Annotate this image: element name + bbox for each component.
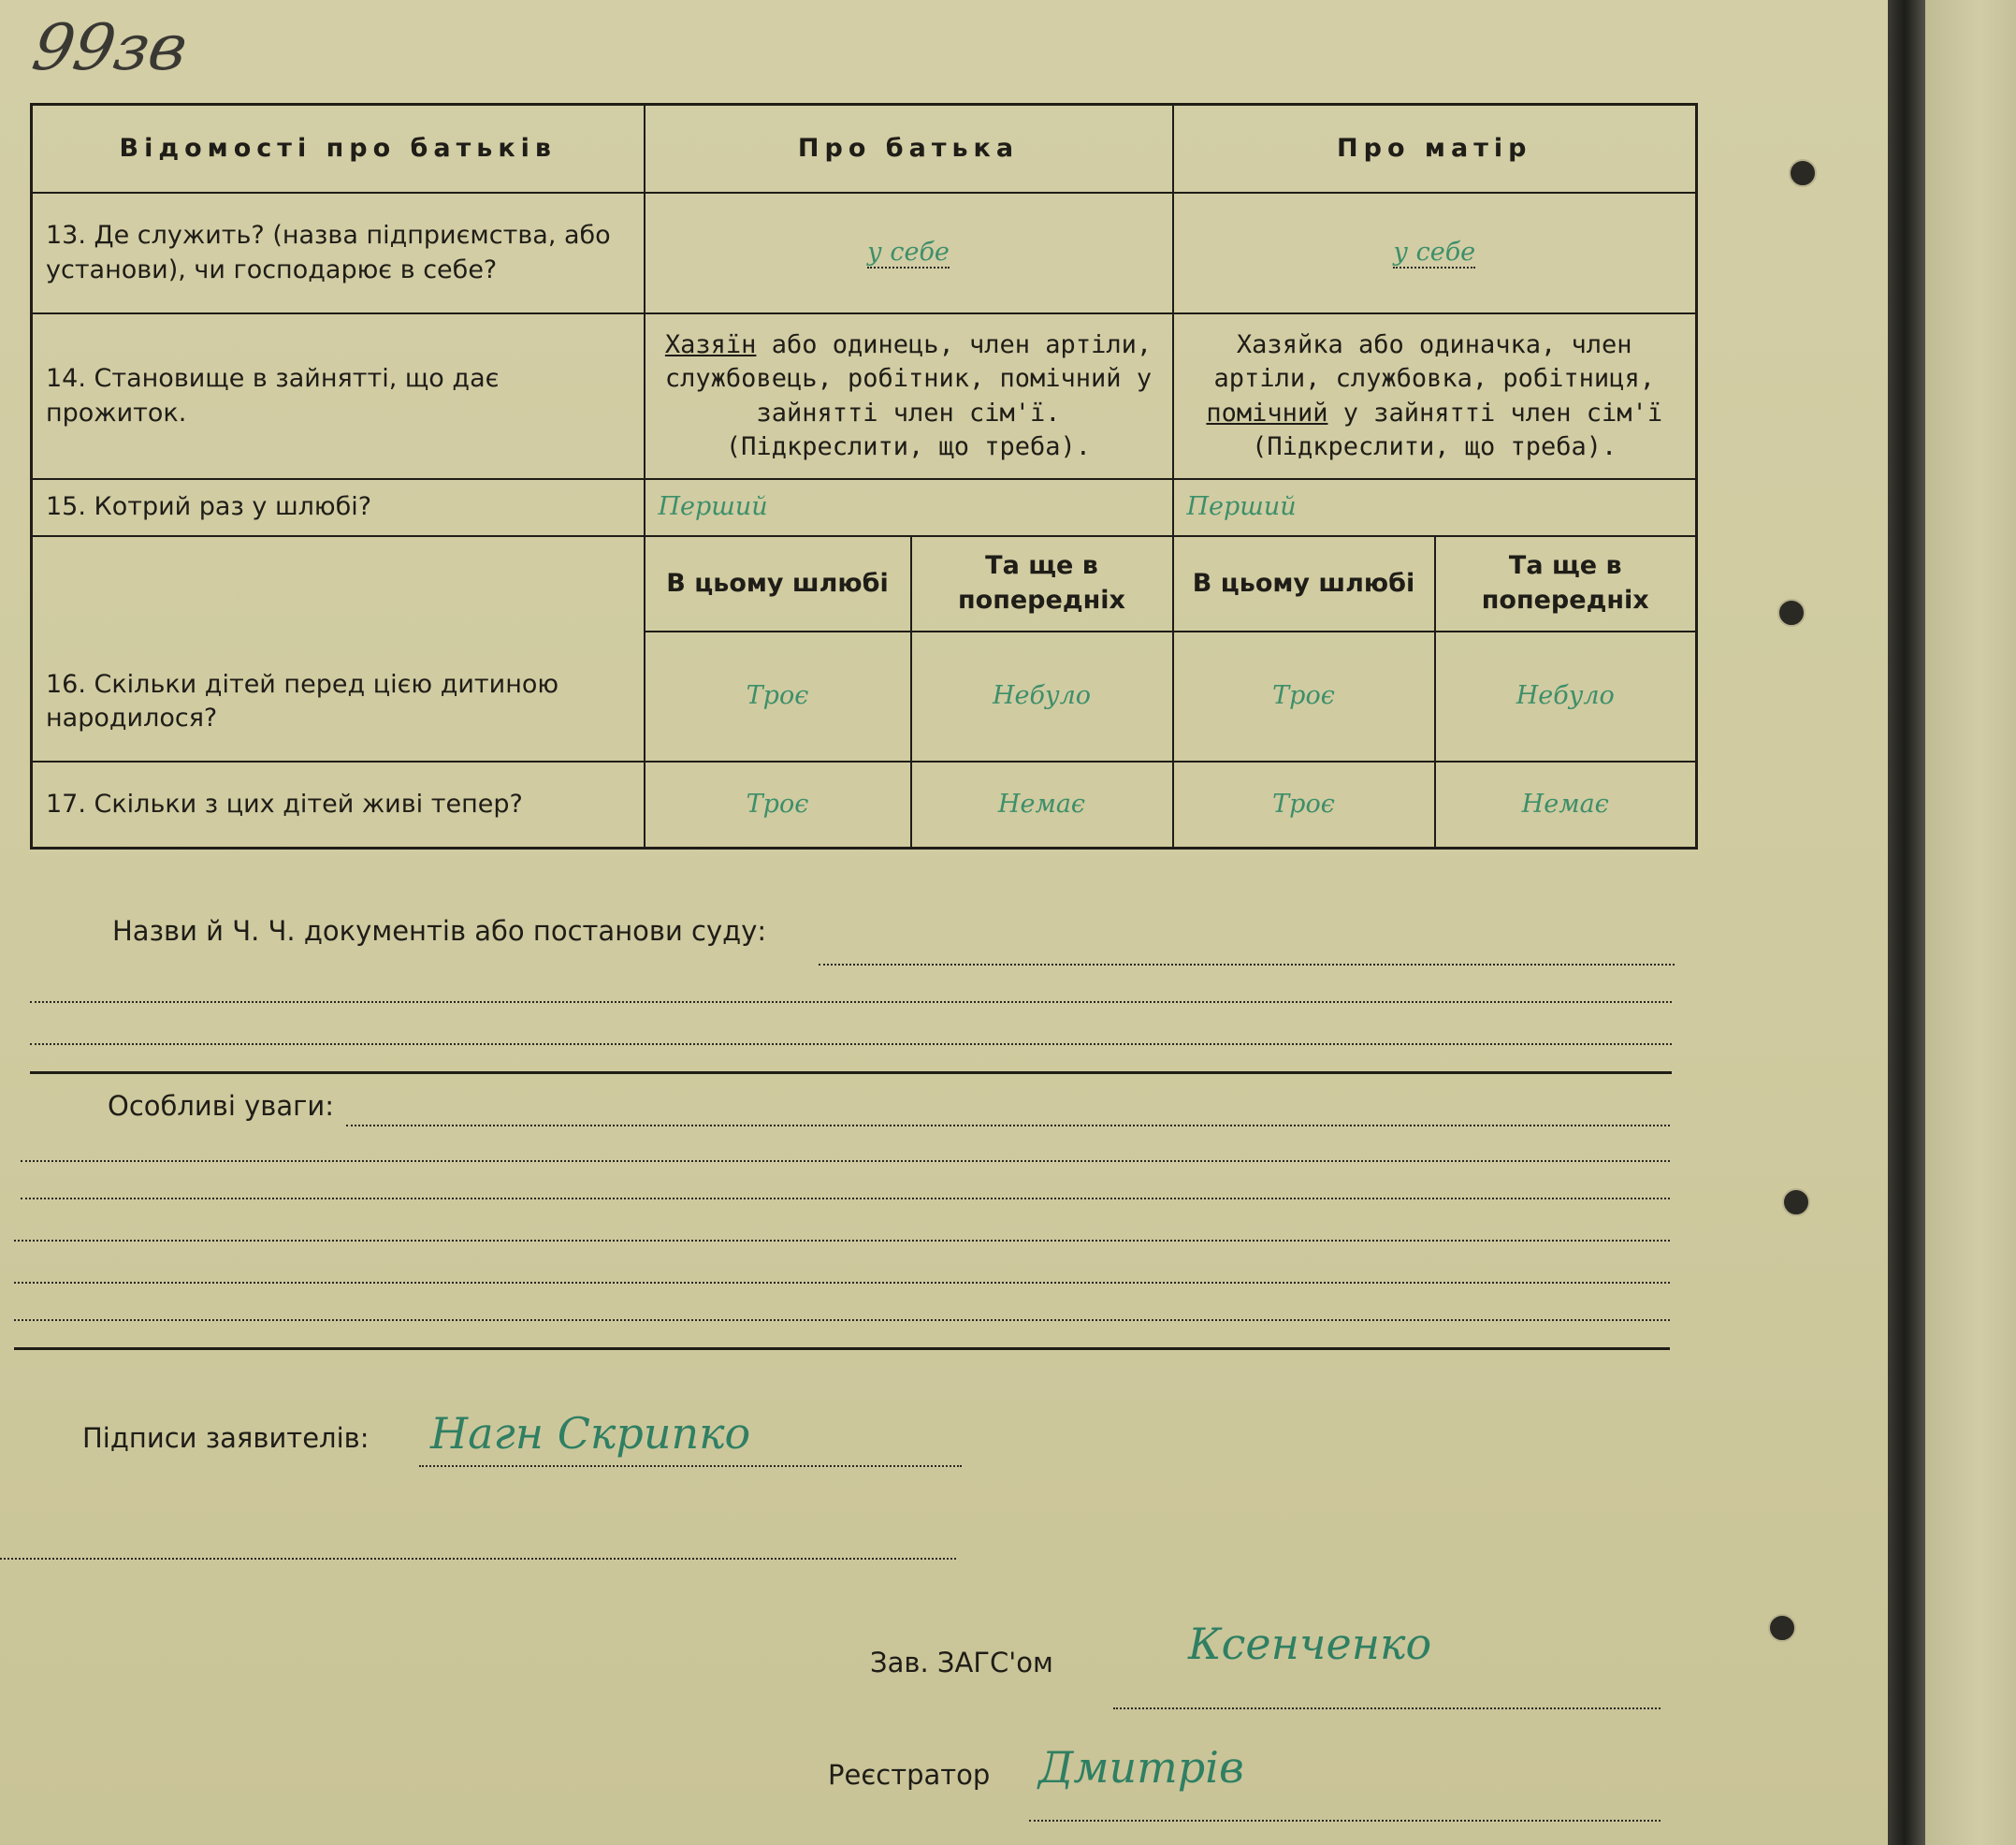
archive-page-number: 99зв [27,11,194,85]
notes-line [346,1125,1670,1126]
answer-16-father-prev: Небуло [911,632,1173,762]
answer-15-father: Перший [645,479,1173,536]
options-mother-rest: у зайнятті член сім'ї (Підкреслити, що треба). [1252,398,1663,462]
punch-hole [1768,1614,1796,1642]
answer-13-father [645,193,1173,313]
answer-14-father [645,313,1173,479]
registrar-signature: Дмитрів [1038,1742,1244,1793]
section-divider-2 [14,1347,1670,1350]
table-header-row [32,105,1697,194]
underlined-option-father: Хазяїн [664,329,757,359]
punch-hole [1777,599,1806,627]
applicant-signature: Нагн Скрипко [430,1408,751,1459]
answer-13-mother [1173,193,1697,313]
parents-info-table [30,103,1698,850]
question-15: 15. Котрий раз у шлюбі? [32,479,645,536]
book-spine [1888,0,1925,1845]
table-subheader-row [32,536,1697,631]
applicants-label: Підписи заявителів: [82,1422,370,1454]
table-row-14 [32,313,1697,479]
head-label: Зав. ЗАГС'ом [870,1647,1053,1678]
options-mother-start: Хазяйка або одиначка, член артіли, службовка, робітниця, [1213,329,1655,394]
answer-15-mother: Перший [1173,479,1697,536]
header-father: Про батька [645,105,1173,194]
applicant-signature-line-2 [0,1558,956,1560]
documents-line-3 [30,1043,1672,1045]
applicant-signature-line [419,1465,962,1467]
notes-line-3 [21,1198,1670,1199]
table-row-15 [32,479,1697,536]
registrar-signature-line [1029,1820,1661,1822]
answer-16-mother-prev: Небуло [1435,632,1697,762]
adjacent-page-edge [1925,0,2016,1845]
underlined-option-mother: помічний [1206,398,1328,428]
question-16: 16. Скільки дітей перед цією дитиною народилося? [32,536,645,761]
answer-17-father-prev: Немає [911,762,1173,849]
section-divider [30,1071,1672,1074]
documents-line [819,964,1675,966]
answer-17-father-this: Троє [645,762,911,849]
table-row-13 [32,193,1697,313]
answer-16-father-this: Троє [645,632,911,762]
notes-line-5 [14,1282,1670,1284]
header-mother: Про матір [1173,105,1697,194]
question-13: 13. Де служить? (назва підприємства, або установи), чи господарює в себе? [32,193,645,313]
header-parents-info: Відомості про батьків [32,105,645,194]
subheader-this-marriage-father: В цьому шлюбі [645,536,911,631]
answer-16-mother-this: Троє [1173,632,1435,762]
subheader-this-marriage-mother: В цьому шлюбі [1173,536,1435,631]
registrar-label: Реєстратор [828,1759,991,1791]
subheader-previous-mother: Та ще в попередніх [1435,536,1697,631]
head-signature: Ксенченко [1188,1619,1432,1669]
documents-line-2 [30,1001,1672,1003]
notes-line-4 [14,1240,1670,1242]
notes-line-6 [14,1319,1670,1321]
punch-hole [1782,1188,1810,1216]
notes-label: Особливі уваги: [108,1090,335,1122]
notes-line-2 [21,1160,1670,1162]
documents-label: Назви й Ч. Ч. документів або постанови суду: [112,915,767,947]
question-14: 14. Становище в зайнятті, що дає прожиток. [32,313,645,479]
options-father: або одинець, член артіли, службовець, робітник, помічний у зайнятті член сім'ї. (Підкреслити, що треба). [664,329,1153,462]
table-row-17 [32,762,1697,849]
answer-14-mother [1173,313,1697,479]
punch-hole [1789,159,1817,187]
subheader-previous-father: Та ще в попередніх [911,536,1173,631]
answer-17-mother-this: Троє [1173,762,1435,849]
head-signature-line [1113,1707,1661,1709]
question-17: 17. Скільки з цих дітей живі тепер? [32,762,645,849]
answer-17-mother-prev: Немає [1435,762,1697,849]
answer-13-father-text: у себе [867,238,950,268]
answer-13-mother-text: у себе [1393,238,1476,268]
